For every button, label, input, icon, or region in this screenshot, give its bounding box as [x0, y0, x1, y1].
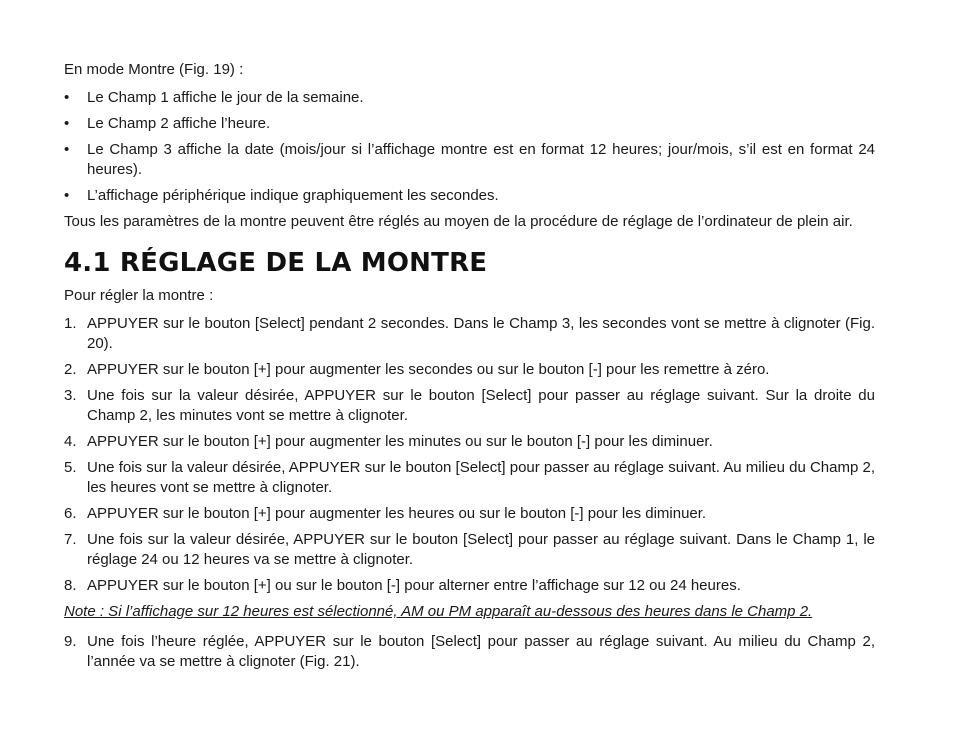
steps-list-continued	[64, 632, 875, 672]
step-number: 4.	[64, 433, 77, 450]
step-text: Une fois sur la valeur désirée, APPUYER sur le bouton [Select] pour passer au réglage suivant. Sur la droite du Champ 2, les minutes vont se mettre à clignoter.	[87, 387, 875, 424]
intro-paragraph: En mode Montre (Fig. 19) :	[64, 61, 244, 78]
note-paragraph: Note : Si l’affichage sur 12 heures est sélectionné, AM ou PM apparaît au-dessous des heures dans le Champ 2.	[64, 603, 813, 620]
list-item	[64, 458, 875, 498]
bullet-marker: •	[64, 187, 70, 204]
step-text: APPUYER sur le bouton [+] ou sur le bouton [-] pour alterner entre l’affichage sur 12 ou 24 heures.	[87, 577, 741, 594]
step-text: APPUYER sur le bouton [Select] pendant 2 secondes. Dans le Champ 3, les secondes vont se mettre à clignoter (Fig. 20).	[87, 315, 875, 352]
step-number: 6.	[64, 505, 77, 522]
watch-mode-bullet-list	[64, 88, 875, 206]
list-item	[64, 632, 875, 672]
list-item	[64, 360, 875, 380]
bullet-marker: •	[64, 89, 70, 106]
step-number: 2.	[64, 361, 77, 378]
bullet-text: L’affichage périphérique indique graphiquement les secondes.	[87, 187, 499, 204]
list-item	[64, 186, 875, 206]
lead-paragraph: Pour régler la montre :	[64, 287, 214, 304]
step-number: 8.	[64, 577, 77, 594]
section-title: 4.1 RÉGLAGE DE LA MONTRE	[64, 248, 488, 278]
parameters-paragraph: Tous les paramètres de la montre peuvent être réglés au moyen de la procédure de réglage de l’ordinateur de plein air.	[64, 213, 853, 230]
bullet-marker: •	[64, 115, 70, 132]
step-number: 1.	[64, 315, 77, 332]
step-text: APPUYER sur le bouton [+] pour augmenter les minutes ou sur le bouton [-] pour les diminuer.	[87, 433, 713, 450]
list-item	[64, 140, 875, 180]
list-item	[64, 88, 875, 108]
list-item	[64, 530, 875, 570]
bullet-text: Le Champ 3 affiche la date (mois/jour si l’affichage montre est en format 12 heures; jour/mois, s’il est en format 24 heures).	[87, 141, 875, 178]
step-text: APPUYER sur le bouton [+] pour augmenter les heures ou sur le bouton [-] pour les diminuer.	[87, 505, 707, 522]
list-item	[64, 314, 875, 354]
bullet-marker: •	[64, 141, 70, 158]
bullet-text: Le Champ 1 affiche le jour de la semaine.	[87, 89, 364, 106]
step-number: 7.	[64, 531, 77, 548]
step-text: Une fois l’heure réglée, APPUYER sur le bouton [Select] pour passer au réglage suivant. Au milieu du Champ 2, l’année va se mettre à clignoter (Fig. 21).	[87, 633, 875, 670]
list-item	[64, 576, 875, 596]
steps-list	[64, 314, 875, 596]
list-item	[64, 114, 875, 134]
document-page	[64, 60, 875, 678]
list-item	[64, 432, 875, 452]
step-number: 9.	[64, 633, 77, 650]
step-text: APPUYER sur le bouton [+] pour augmenter les secondes ou sur le bouton [-] pour les remettre à zéro.	[87, 361, 770, 378]
step-text: Une fois sur la valeur désirée, APPUYER sur le bouton [Select] pour passer au réglage suivant. Dans le Champ 1, le réglage 24 ou 12 heures va se mettre à clignoter.	[87, 531, 875, 568]
bullet-text: Le Champ 2 affiche l’heure.	[87, 115, 271, 132]
list-item	[64, 504, 875, 524]
step-number: 5.	[64, 459, 77, 476]
list-item	[64, 386, 875, 426]
step-text: Une fois sur la valeur désirée, APPUYER sur le bouton [Select] pour passer au réglage suivant. Au milieu du Champ 2, les heures vont se mettre à clignoter.	[87, 459, 875, 496]
step-number: 3.	[64, 387, 77, 404]
